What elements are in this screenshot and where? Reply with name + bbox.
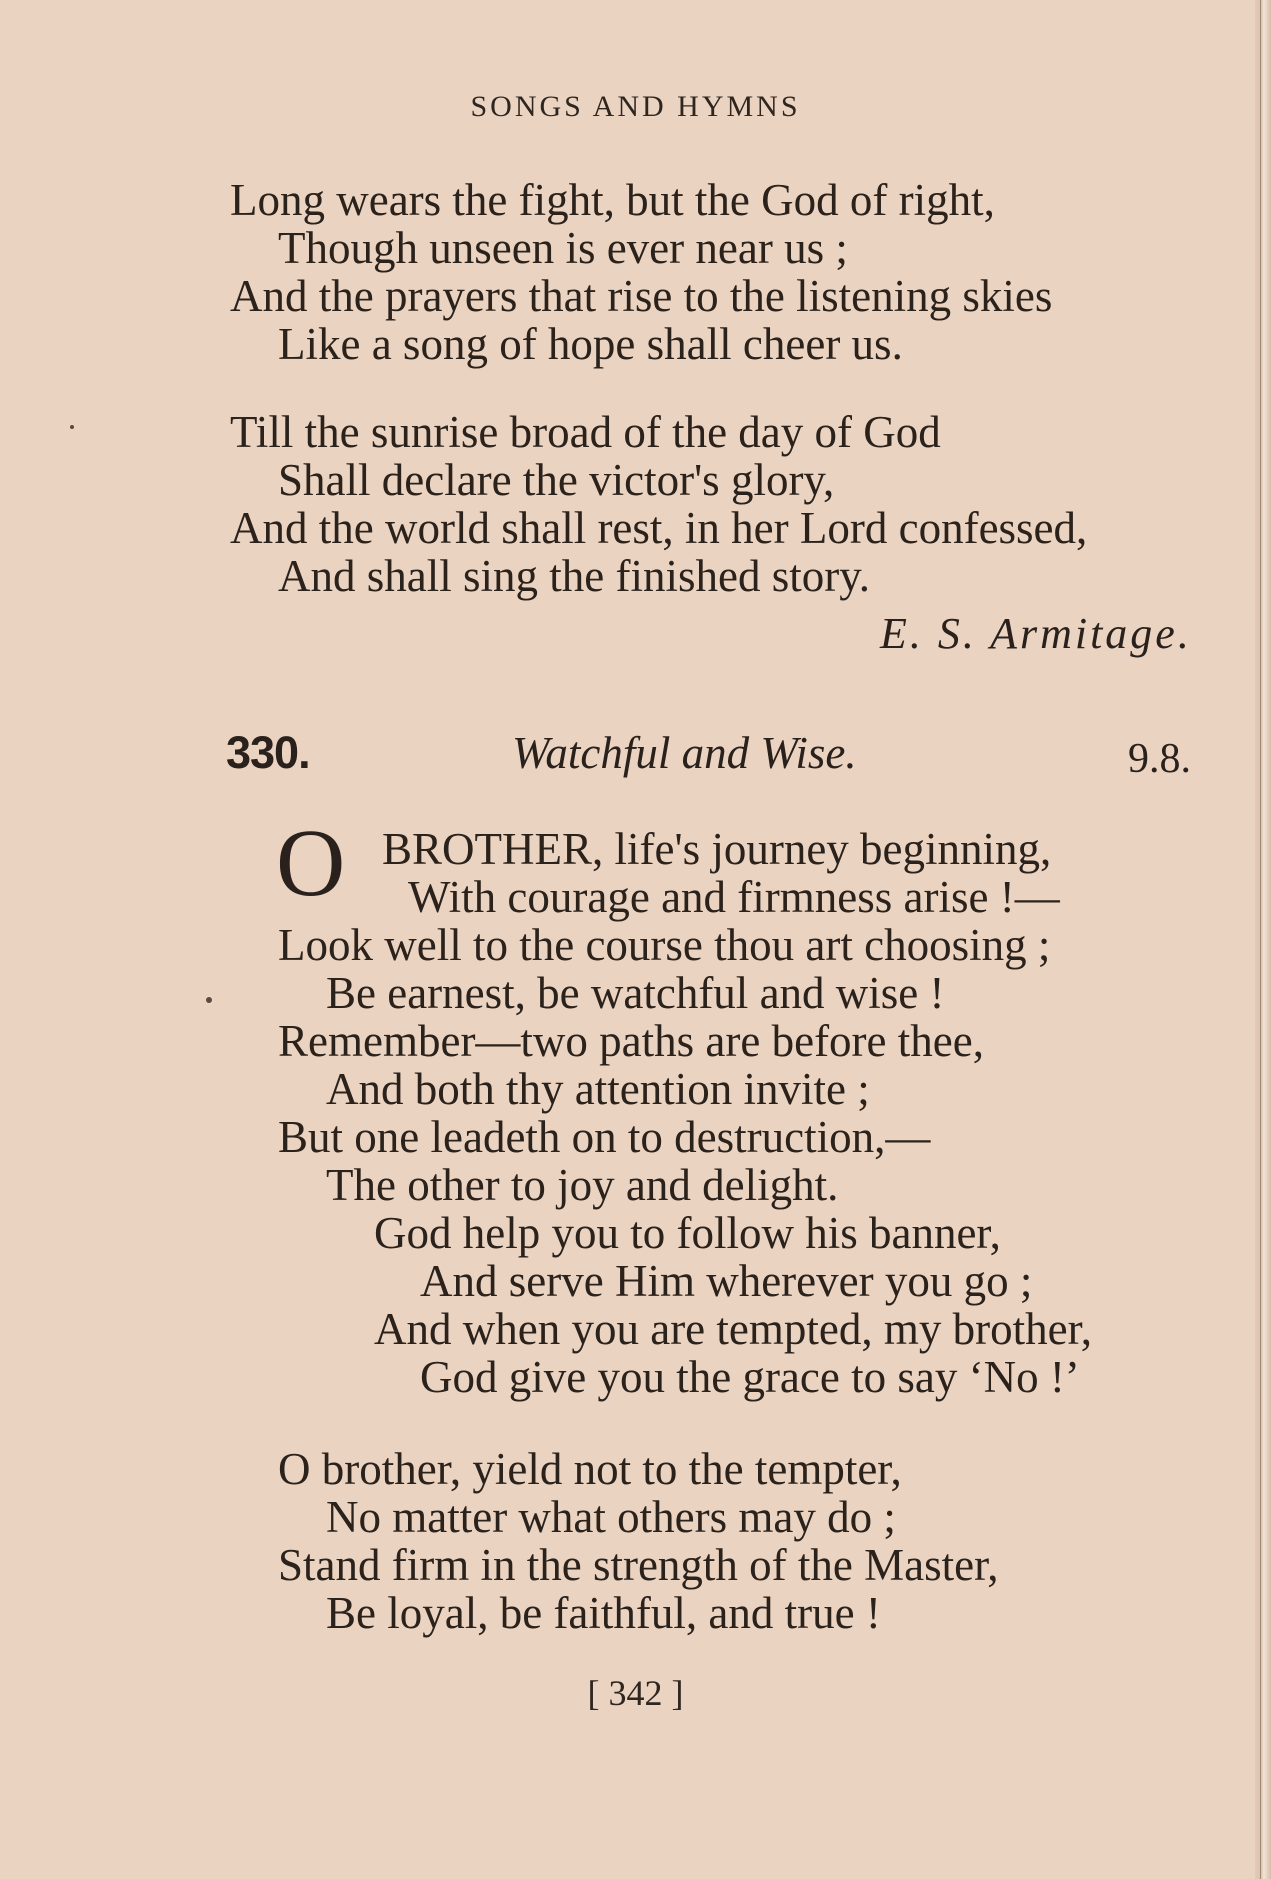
page-edge-line (1260, 0, 1261, 1879)
verse-line: Be earnest, be watchful and wise ! (326, 968, 945, 1018)
refrain-line: And when you are tempted, my brother, (374, 1304, 1093, 1354)
running-header: SONGS AND HYMNS (470, 90, 801, 123)
verse-line: But one leadeth on to destruction,— (278, 1112, 931, 1162)
verse-line: Till the sunrise broad of the day of God (230, 407, 941, 457)
verse-line: Remember—two paths are before thee, (278, 1016, 984, 1066)
verse-line: BROTHER, life's journey beginning, (382, 824, 1052, 874)
verse-line: Though unseen is ever near us ; (278, 223, 848, 273)
verse-line: No matter what others may do ; (326, 1492, 896, 1542)
verse-line: And the prayers that rise to the listening skies (230, 271, 1053, 321)
refrain-line: And serve Him wherever you go ; (420, 1256, 1033, 1306)
hymn-meter: 9.8. (1128, 736, 1191, 782)
hymn-number: 330. (226, 727, 310, 778)
paper-speck (70, 425, 74, 429)
verse-line: Shall declare the victor's glory, (278, 455, 835, 505)
verse-line: Be loyal, be faithful, and true ! (326, 1588, 881, 1638)
refrain-line: God help you to follow his banner, (374, 1208, 1001, 1258)
verse-line: O brother, yield not to the tempter, (278, 1444, 902, 1494)
verse-line: And shall sing the finished story. (278, 551, 871, 601)
page-number: [ 342 ] (587, 1673, 684, 1713)
hymn-title: Watchful and Wise. (512, 728, 857, 778)
verse-line: The other to joy and delight. (326, 1160, 839, 1210)
verse-line: And the world shall rest, in her Lord confessed, (230, 503, 1088, 553)
verse-line: Long wears the fight, but the God of right, (230, 175, 995, 225)
refrain-line: God give you the grace to say ‘No !’ (420, 1352, 1080, 1402)
verse-line: Like a song of hope shall cheer us. (278, 319, 903, 369)
verse-line: And both thy attention invite ; (326, 1064, 870, 1114)
verse-line: With courage and firmness arise !— (408, 872, 1060, 922)
author-attribution: E. S. Armitage. (880, 609, 1192, 658)
page-edge (1255, 0, 1271, 1879)
verse-line: Stand firm in the strength of the Master, (278, 1540, 999, 1590)
verse-line: Look well to the course thou art choosing ; (278, 920, 1051, 970)
drop-cap: O (276, 809, 346, 916)
paper-speck (206, 997, 212, 1003)
